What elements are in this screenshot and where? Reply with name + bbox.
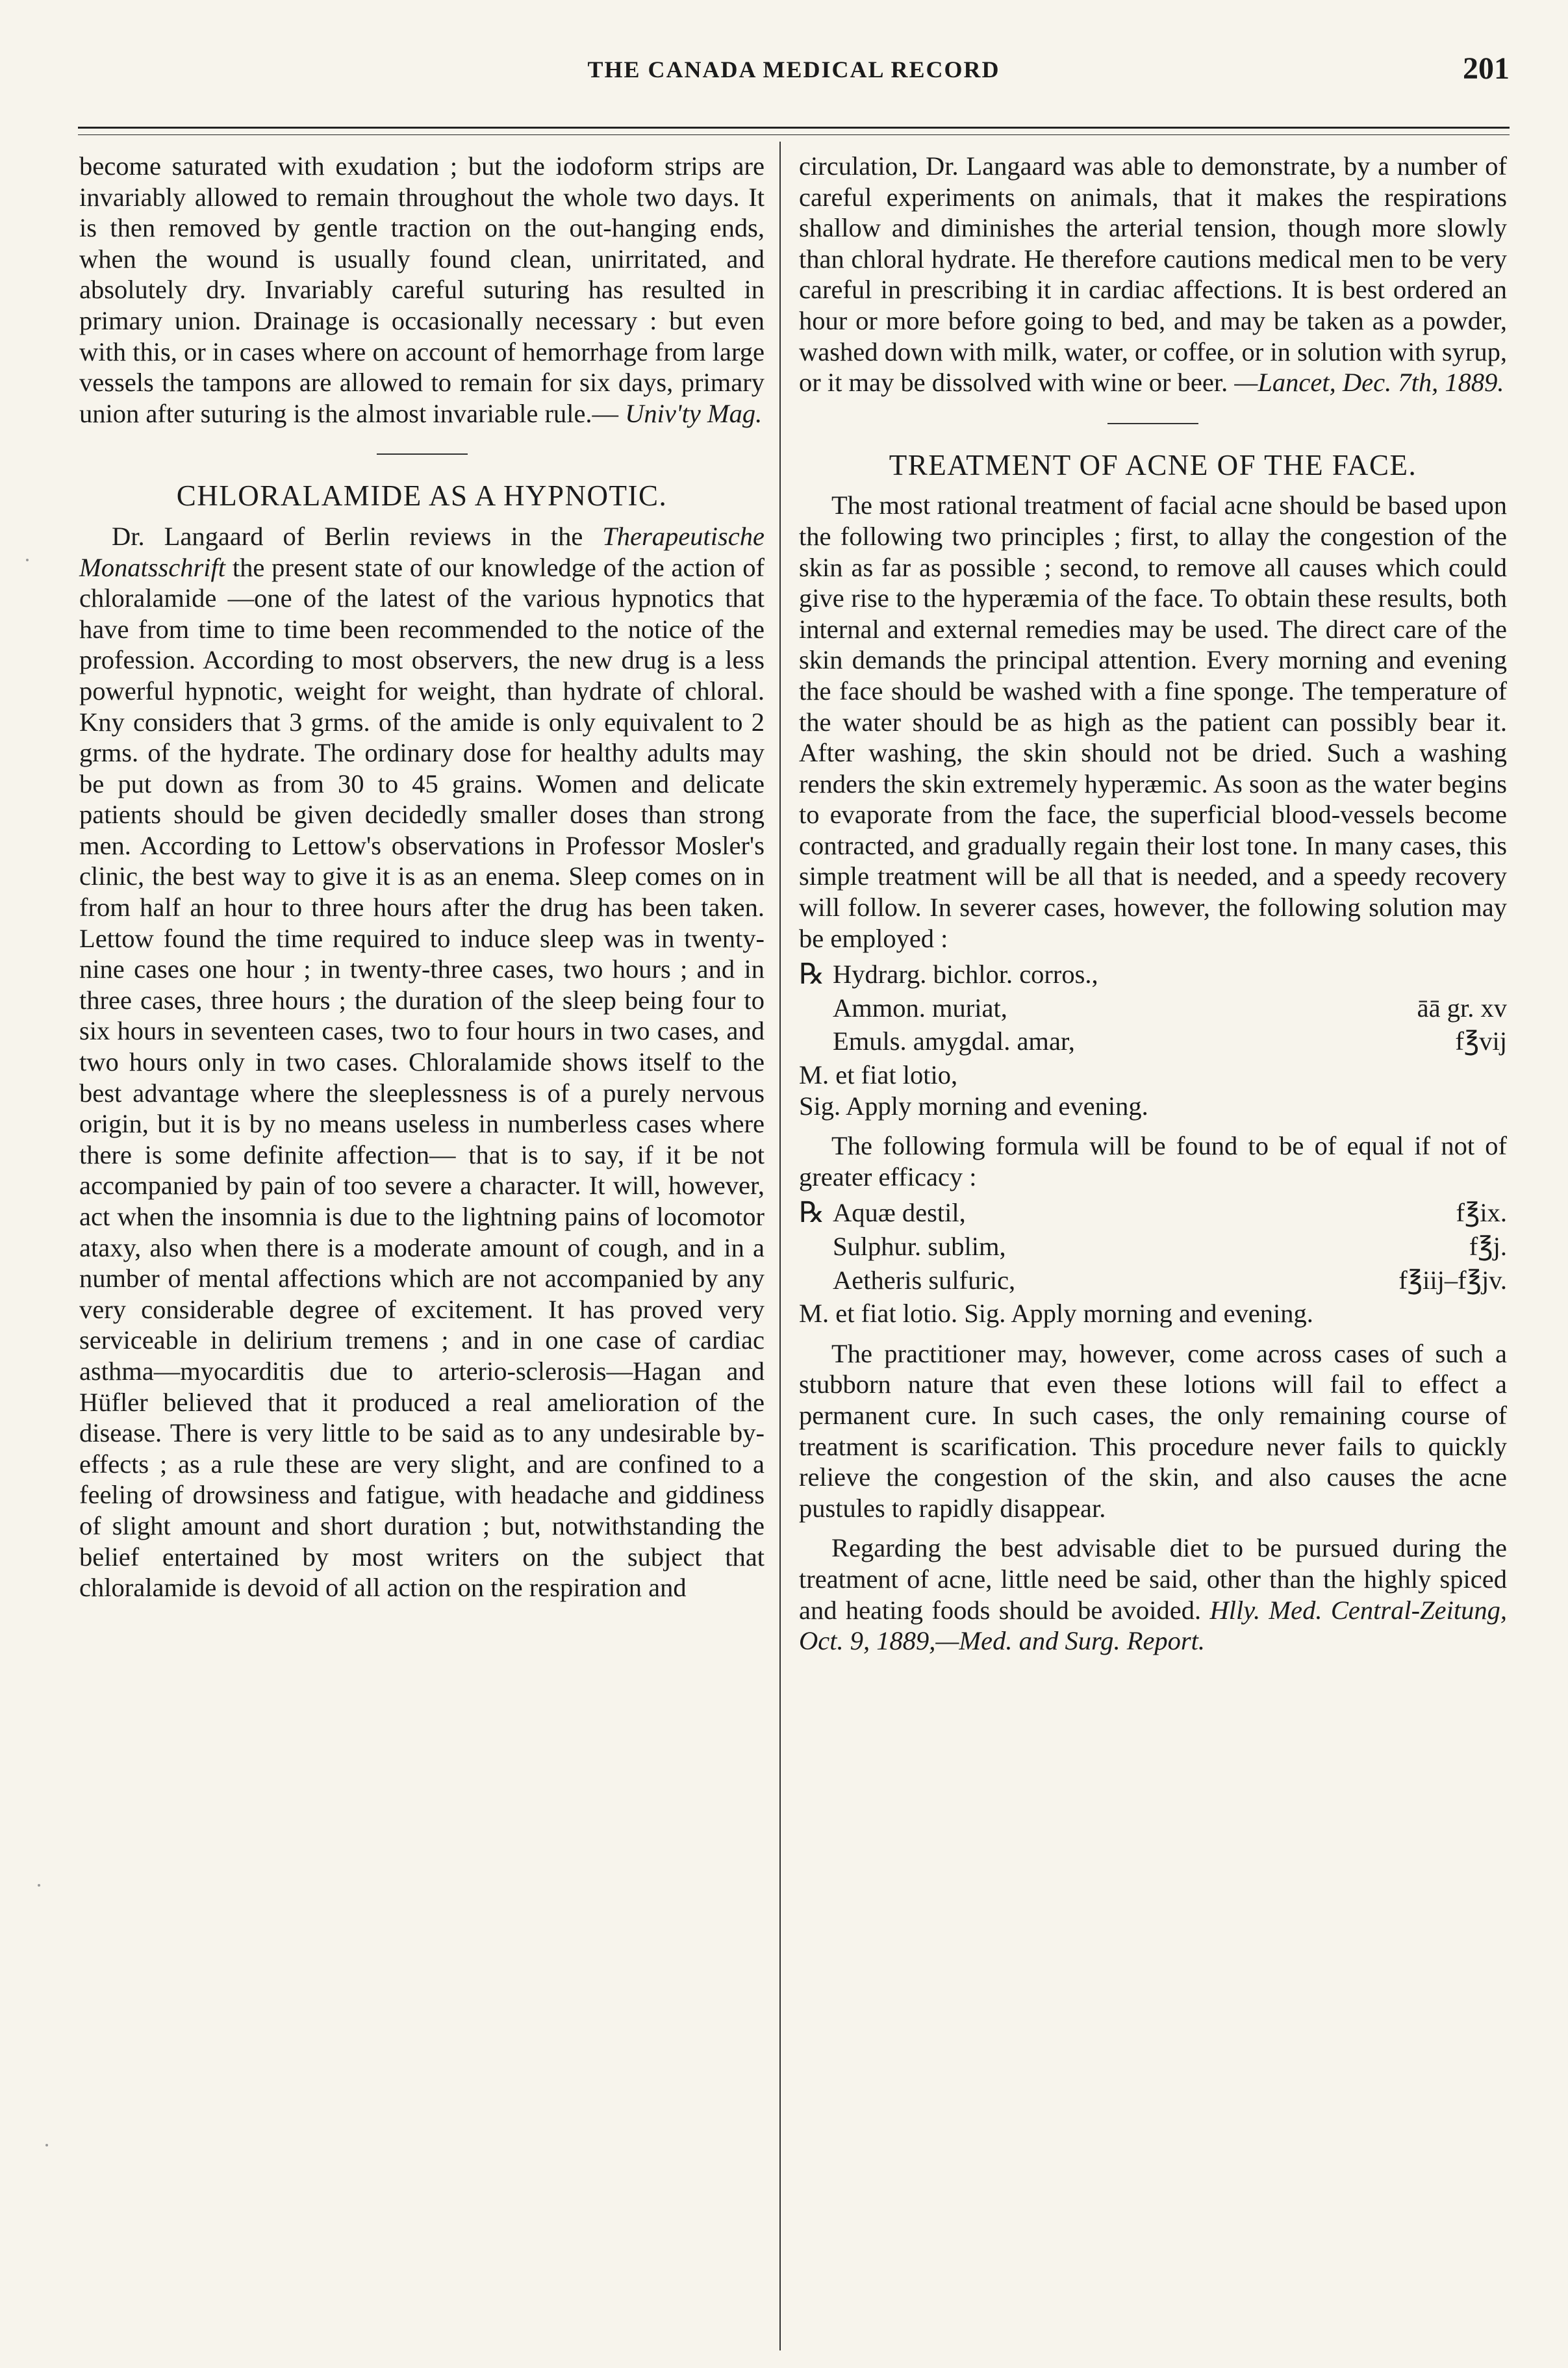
- continuation-citation: —Lancet, Dec. 7th, 1889.: [1234, 368, 1504, 398]
- formula-dose: [1358, 959, 1507, 990]
- article-title-chloralamide: CHLORALAMIDE AS A HYPNOTIC.: [176, 479, 668, 513]
- formula-ingredient: Ammon. muriat,: [833, 993, 1007, 1023]
- formula-dose: āā gr. xv: [1417, 993, 1507, 1023]
- acne-paragraph-3: The practitioner may, however, come across cases of such a stubborn nature that even these lotions will fail to effect a permanent cure. In such cases, the only remaining course of treatment is scarification. This procedure never fails to quickly relieve the congestion of the skin, and also causes the acne pustules to rapidly disappear.: [799, 1338, 1507, 1523]
- scan-speck: [38, 1884, 40, 1887]
- formula-ingredient: Sulphur. sublim,: [833, 1232, 1006, 1261]
- formula-directions: M. et fiat lotio,: [799, 1060, 958, 1090]
- journal-title: THE CANADA MEDICAL RECORD: [587, 57, 1000, 83]
- section-divider: [1107, 423, 1198, 424]
- running-head: [78, 51, 1510, 96]
- formula-dose: f℥vij: [1455, 1026, 1507, 1056]
- formula-ingredient: Aquæ destil,: [833, 1198, 966, 1228]
- chloralamide-paragraph: [79, 521, 765, 1603]
- article-title-acne: TREATMENT OF ACNE OF THE FACE.: [889, 448, 1417, 481]
- formula-line: [799, 1026, 1507, 1057]
- column-divider: [779, 142, 781, 2350]
- previous-article-citation: Univ'ty Mag.: [625, 398, 763, 428]
- formula-ingredient: Aetheris sulfuric,: [833, 1265, 1016, 1295]
- page-number: 201: [1463, 51, 1510, 86]
- formula-line: [799, 1265, 1507, 1296]
- previous-article-ending: [79, 151, 765, 429]
- formula-line: [799, 1231, 1507, 1262]
- formula-1: [799, 959, 1507, 1121]
- formula-ingredient: Hydrarg. bichlor. corros.,: [833, 960, 1098, 989]
- chloralamide-continuation: [799, 151, 1507, 398]
- chloralamide-source: Therapeutische Monatsschrift: [79, 521, 765, 582]
- section-divider: [377, 453, 468, 455]
- left-column: [79, 151, 765, 1603]
- rx-symbol: ℞: [799, 958, 825, 991]
- formula-directions: M. et fiat lotio. Sig. Apply morning and evening.: [799, 1299, 1313, 1329]
- acne-paragraph-2: The following formula will be found to be of equal if not of greater efficacy :: [799, 1131, 1507, 1191]
- header-rule: [78, 127, 1510, 135]
- formula-dose: f℥ix.: [1456, 1198, 1507, 1228]
- acne-citation: Hlly. Med. Central-Zeitung, Oct. 9, 1889,—Med. and Surg. Report.: [799, 1595, 1508, 1656]
- formula-line: [799, 959, 1507, 990]
- previous-article-text: become saturated with exudation ; but the iodoform strips are invariably allowed to remain throughout the whole two days. It is then removed by gentle traction on the out-hanging ends, when the wound is usually found clean, unirritated, and absolutely dry. Invariably careful suturing has resulted in primary union. Drainage is occasionally necessary : but even with this, or in cases where on account of hemorrhage from large vessels the tampons are allowed to remain for six days, primary union after suturing is the almost invariable rule.—: [79, 151, 765, 428]
- formula-2: [799, 1197, 1507, 1329]
- continuation-text: circulation, Dr. Langaard was able to demonstrate, by a number of careful experiments on animals, that it makes the respirations shallow and diminishes the arterial tension, though more slowly than chloral hydrate. He therefore cautions medical men to be very careful in prescribing it in cardiac affections. It is best ordered an hour or more before going to bed, and may be taken as a powder, washed down with milk, water, or coffee, or in solution with syrup, or it may be dissolved with wine or beer.: [799, 151, 1507, 398]
- formula-line: [799, 993, 1507, 1024]
- scan-speck: [45, 2144, 48, 2146]
- acne-paragraph-4: [799, 1533, 1507, 1656]
- chloralamide-body: the present state of our knowledge of the action of chloralamide —one of the latest of the various hypnotics that have from time to time been recommended to the notice of the profession. According to most observers, the new drug is a less powerful hypnotic, weight for weight, than hydrate of chloral. Kny considers that 3 grms. of the amide is only equivalent to 2 grms. of the hydrate. The ordinary dose for healthy adults may be put down as from 30 to 45 grains. Women and delicate patients should be given decidedly smaller doses than strong men. According to Lettow's observations in Professor Mosler's clinic, the best way to give it is as an enema. Sleep comes on in from half an hour to three hours after the drug has been taken. Lettow found the time required to induce sleep was in twenty-nine cases one hour ; in twenty-three cases, two hours ; and in three cases, three hours ; the duration of the sleep being four to six hours in seventeen cases, two to four hours in two cases, and two hours only in two cases. Chloralamide shows itself to the best advantage where the sleeplessness is of a purely nervous origin, but it is by no means useless in numberless cases where there is some definite affection— that is to say, if it be not accompanied by pain of too severe a character. It will, however, act when the insomnia is due to the lightning pains of locomotor ataxy, also when there is a moderate amount of cough, and in a number of mental affections which are not accompanied by any very considerable degree of excitement. It has proved very serviceable in delirium tremens ; and in one case of cardiac asthma—myocarditis due to arterio-sclerosis—Hagan and Hüfler believed that it produced a real amelioration of the disease. There is very little to be said as to any undesirable by-effects ; as a rule these are very slight, and are confined to a feeling of drowsiness and fatigue, with headache and giddiness of slight amount and short duration ; but, notwithstanding the belief entertained by most writers on the subject that chloralamide is devoid of all action on the respiration and: [79, 552, 765, 1603]
- formula-dose: f℥iij–f℥jv.: [1398, 1265, 1507, 1295]
- formula-directions: Sig. Apply morning and evening.: [799, 1091, 1148, 1121]
- formula-dose: f℥j.: [1469, 1232, 1507, 1261]
- rx-symbol: ℞: [799, 1197, 825, 1229]
- chloralamide-lead: Dr. Langaard of Berlin reviews in the: [112, 521, 583, 551]
- right-column: [799, 151, 1507, 1657]
- formula-ingredient: Emuls. amygdal. amar,: [833, 1026, 1075, 1056]
- formula-line: [799, 1197, 1507, 1229]
- scan-speck: [26, 559, 29, 561]
- acne-paragraph-1: The most rational treatment of facial acne should be based upon the following two principles ; first, to allay the congestion of the skin as far as possible ; second, to remove all causes which could give rise to the hyperæmia of the face. To obtain these results, both internal and external remedies may be used. The direct care of the skin demands the principal attention. Every morning and evening the face should be washed with a fine sponge. The temperature of the water should be as high as the patient can possibly bear it. After washing, the skin should not be dried. Such a washing renders the skin extremely hyperæmic. As soon as the water begins to evaporate from the face, the superficial blood-vessels become contracted, and gradually regain their lost tone. In many cases, this simple treatment will be all that is needed, and a speedy recovery will follow. In severer cases, however, the following solution may be employed :: [799, 490, 1507, 953]
- diet-text: Regarding the best advisable diet to be pursued during the treatment of acne, little need be said, other than the highly spiced and heating foods should be avoided.: [799, 1533, 1507, 1625]
